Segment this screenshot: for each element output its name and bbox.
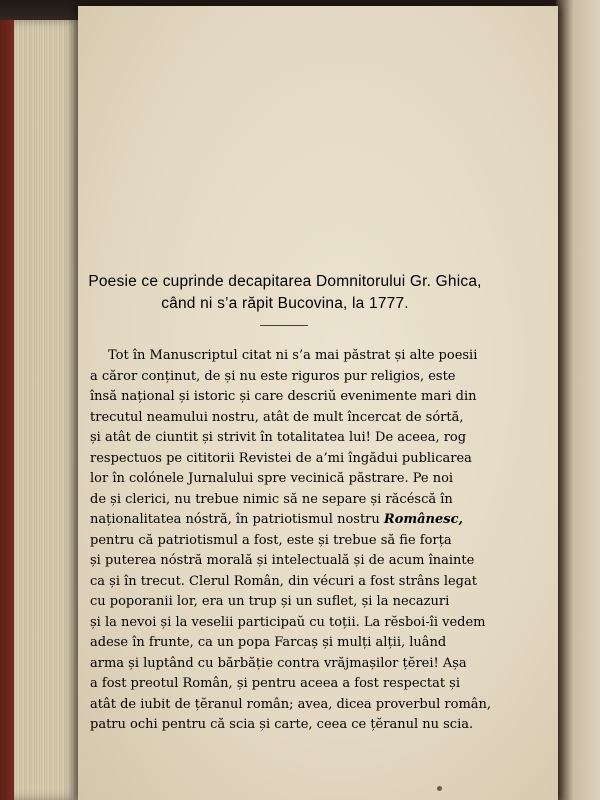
text-line: de și clerici, nu trebue nimic să ne separe și răcéscă în [90,491,453,507]
heading-line-1: Poesie ce cuprinde decapitarea Domnitorului Gr. Ghica, [88,273,482,290]
text-line: arma și luptând cu bărbăție contra vrăjmașilor țĕrei! Așa [90,655,467,671]
text-line: naționalitatea nóstră, în patriotismul nostru [90,512,384,527]
next-page-edge [556,0,600,800]
text-line: ca și în trecut. Clerul Român, din vécuri a fost strâns legat [90,573,477,589]
text-line: lor în colónele Jurnalului spre vecinică păstrare. Pe noi [90,471,454,486]
text-line: a căror conținut, de și nu este riguros pur religios, este [90,368,456,384]
text-line: atât de iubit de țĕranul român; avea, dicea proverbul român, [90,696,492,712]
text-line: Tot în Manuscriptul citat ni s’a mai păstrat și alte poesii [108,348,478,363]
text-line: respectuos pe cititorii Revistei de a’mi îngădui publicarea [90,450,472,466]
text-line: pentru că patriotismul a fost, este și trebue să fie forța [90,532,452,548]
text-line-with-emphasis [90,510,510,531]
text-line: patru ochi pentru că scia și carte, ceea ce țĕranul nu scia. [90,717,474,732]
text-line: și la nevoi și la veselii participaŭ cu toții. La rĕsboi-îi vedem [90,614,486,630]
emphasized-word: Românesc, [383,512,464,527]
heading-divider [260,325,308,326]
text-line: însă național și istoric și care descriŭ evenimente mari din [90,389,477,404]
ink-spot [437,786,442,791]
text-line: cu poporanii lor, era un trup și un suflet, și la necazuri [90,594,450,609]
text-line: adese în frunte, ca un popa Farcaș și mulți alții, luând [90,635,447,650]
text-line: și atât de ciuntit și strivit în totalitatea lui! De aceea, rog [90,430,467,445]
text-line: și puterea nóstră morală și intelectuală și de acum înainte [90,553,475,568]
heading-line-2: când ni s’a răpit Bucovina, la 1777. [161,295,409,312]
book-spine [0,20,14,800]
text-line: a fost preotul Român, și pentru aceea a fost respectat și [90,676,460,691]
text-line: trecutul neamului nostru, atât de mult încercat de sórtă, [90,409,464,425]
chapter-heading [80,271,490,315]
body-paragraph [90,346,510,736]
